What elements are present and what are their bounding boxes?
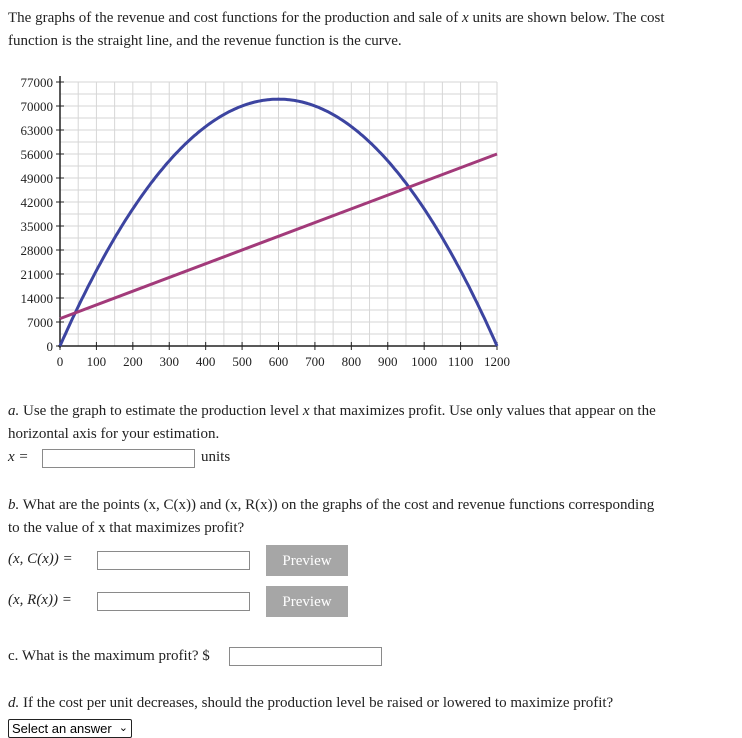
y-tick-label: 14000 xyxy=(20,291,53,306)
x-tick-label: 600 xyxy=(268,354,289,369)
part-b-label: b. xyxy=(8,497,20,513)
chart-grid xyxy=(60,82,497,346)
intro-line1: The graphs of the revenue and cost functions for the production and sale of xyxy=(8,10,459,26)
x-tick-label: 800 xyxy=(341,354,362,369)
part-a-text1-end: that maximizes profit. Use only values that appear on the xyxy=(313,403,656,419)
intro-paragraph xyxy=(8,7,734,53)
part-a-input-label: x = xyxy=(8,449,29,465)
revenue-preview-button[interactable]: Preview xyxy=(266,586,348,617)
x-tick-label: 500 xyxy=(232,354,252,369)
y-tick-label: 77000 xyxy=(20,75,53,90)
chart-axes xyxy=(21,75,511,369)
x-tick-label: 100 xyxy=(86,354,107,369)
y-tick-label: 56000 xyxy=(20,147,53,162)
x-tick-label: 700 xyxy=(305,354,325,369)
intro-variable: x xyxy=(462,10,469,26)
cost-point-label: (x, C(x)) = xyxy=(8,551,73,567)
revenue-cost-chart xyxy=(0,75,530,375)
y-tick-label: 7000 xyxy=(27,315,53,330)
cost-point-input[interactable] xyxy=(97,551,250,570)
part-a-text1: Use the graph to estimate the production level xyxy=(23,403,300,419)
part-c-text: What is the maximum profit? $ xyxy=(21,648,210,664)
max-profit-input[interactable] xyxy=(229,647,382,666)
x-tick-label: 1200 xyxy=(484,354,510,369)
x-tick-label: 0 xyxy=(56,354,64,369)
x-tick-label: 1100 xyxy=(447,354,474,369)
y-tick-label: 21000 xyxy=(20,267,53,282)
part-d-question xyxy=(8,695,734,712)
part-c-label: c. xyxy=(8,648,19,664)
part-a-label: a. xyxy=(8,403,20,419)
x-tick-label: 300 xyxy=(159,354,179,369)
revenue-point-label: (x, R(x)) = xyxy=(8,592,72,608)
y-tick-label: 70000 xyxy=(20,99,53,114)
y-tick-label: 35000 xyxy=(20,219,53,234)
revenue-point-input[interactable] xyxy=(97,592,250,611)
part-d-text: If the cost per unit decreases, should the production level be raised or lowered to maximize profit? xyxy=(23,695,614,711)
y-tick-label: 28000 xyxy=(20,243,53,258)
x-tick-label: 900 xyxy=(378,354,398,369)
select-value: Select an answer xyxy=(12,721,112,736)
x-tick-label: 1000 xyxy=(411,354,438,369)
part-b-text1: What are the points (x, C(x)) and (x, R(x)) on the graphs of the cost and revenue functions corresponding xyxy=(22,497,655,513)
x-tick-label: 200 xyxy=(123,354,143,369)
part-d-label: d. xyxy=(8,695,20,711)
cost-preview-button[interactable]: Preview xyxy=(266,545,348,576)
part-b-text2: to the value of x that maximizes profit? xyxy=(8,520,245,536)
production-level-input[interactable] xyxy=(42,449,195,468)
x-tick-label: 400 xyxy=(195,354,216,369)
raise-lower-select[interactable] xyxy=(8,719,132,738)
y-tick-label: 0 xyxy=(46,339,53,354)
y-tick-label: 42000 xyxy=(20,195,53,210)
y-tick-label: 63000 xyxy=(20,123,53,138)
y-tick-label: 49000 xyxy=(20,171,53,186)
part-a-text2: horizontal axis for your estimation. xyxy=(8,426,220,442)
part-a-variable: x xyxy=(302,403,310,419)
intro-line2: function is the straight line, and the revenue function is the curve. xyxy=(8,33,402,49)
chevron-down-icon: ⌄ xyxy=(118,722,128,734)
part-c-question xyxy=(8,648,210,665)
part-a-question xyxy=(8,400,734,446)
units-label: units xyxy=(201,449,231,465)
part-b-question xyxy=(8,494,734,540)
intro-line1-end: units are shown below. The cost xyxy=(472,10,665,26)
